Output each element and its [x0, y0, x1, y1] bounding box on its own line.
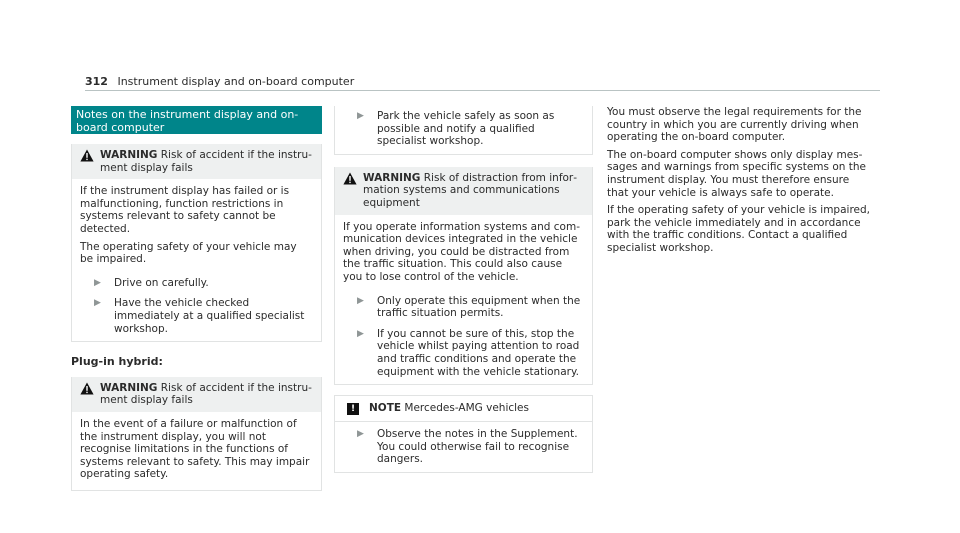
section-title: Notes on the instrument display and on-board computer — [71, 106, 322, 134]
column-right — [607, 106, 872, 260]
step-arrow-icon: ▶ — [94, 277, 101, 288]
warning-paragraph: If the instrument display has failed or is malfunctioning, function restrictions in systems relevant to safety cannot be detected. — [80, 185, 290, 235]
note-header — [335, 396, 592, 422]
warning-heading: Risk of accident if the instru ment display fails — [100, 381, 312, 407]
warning-box-hybrid-display-fails — [71, 377, 322, 491]
page-header — [85, 75, 354, 88]
page-number: 312 — [85, 75, 108, 88]
note-label: NOTE — [369, 402, 402, 415]
exclamation-note-icon: ! — [347, 403, 359, 415]
step-arrow-icon: ▶ — [94, 298, 101, 309]
warning-label: WARNING — [100, 381, 158, 394]
warning-header — [72, 377, 321, 412]
subheading-plug-in-hybrid: Plug-in hybrid: — [71, 355, 163, 369]
instruction-step: ▶ Only operate this equipment when the traffic situation permits. — [335, 293, 592, 326]
instruction-step: ▶ Park the vehicle safely as soon as possible and notify a qualified specialist workshop. — [335, 108, 592, 154]
warning-triangle-icon — [343, 172, 359, 189]
step-arrow-icon: ▶ — [357, 328, 364, 339]
step-arrow-icon: ▶ — [357, 111, 364, 121]
header-divider — [85, 90, 880, 91]
warning-box-distraction — [334, 167, 593, 385]
instruction-step: ▶ If you cannot be sure of this, stop the vehicle whilst paying attention to road and traffic conditions and operate the equipment with the vehicle stationary. — [335, 326, 592, 384]
warning-box-display-fails — [71, 144, 322, 342]
warning-heading: Risk of distraction from infor mation systems and communications equipment — [363, 171, 578, 209]
step-arrow-icon: ▶ — [357, 429, 364, 440]
continued-step-box — [334, 106, 593, 155]
instruction-step: ▶ Observe the notes in the Supplement. You could otherwise fail to recognise dangers. — [335, 422, 592, 472]
warning-label: WARNING — [100, 149, 158, 161]
warning-paragraph: The operating safety of your vehicle may be impaired. — [80, 240, 297, 266]
warning-paragraph: In the event of a failure or malfunction of the instrument display, you will not recognise limitations in the functions of systems relevant to safety. This may impair operating safety. — [80, 417, 310, 481]
page-header-title: Instrument display and on-board computer — [117, 75, 355, 88]
column-middle — [334, 106, 593, 473]
warning-header — [335, 167, 592, 215]
note-box-amg — [334, 395, 593, 473]
body-paragraph: You must observe the legal requirements for the country in which you are currently driving when operating the on-board computer. — [607, 106, 862, 144]
warning-triangle-icon — [80, 382, 96, 399]
instruction-step: ▶ Drive on carefully. — [72, 275, 321, 296]
warning-header — [72, 144, 321, 179]
warning-heading: Risk of accident if the instru ment display fails — [100, 149, 312, 174]
warning-paragraph: If you operate information systems and communication devices integrated in the vehicle when driving, you could be distracted from the traffic situation. This could also cause you to lose control of the vehicle. — [343, 220, 580, 283]
warning-label: WARNING — [363, 171, 421, 184]
note-heading: Mercedes-AMG vehicles — [404, 402, 529, 415]
warning-triangle-icon — [80, 149, 96, 166]
column-left — [71, 106, 322, 491]
step-arrow-icon: ▶ — [357, 295, 364, 306]
instruction-step: ▶ Have the vehicle checked immediately at a qualified specialist workshop. — [72, 295, 321, 341]
body-paragraph: If the operating safety of your vehicle is impaired, park the vehicle immediately and in accordance with the traffic conditions. Contact a qualified specialist workshop. — [607, 204, 870, 254]
body-paragraph: The on-board computer shows only display messages and warnings from specific systems on the instrument display. You must therefore ensure that your vehicle is always safe to operate. — [607, 148, 866, 199]
